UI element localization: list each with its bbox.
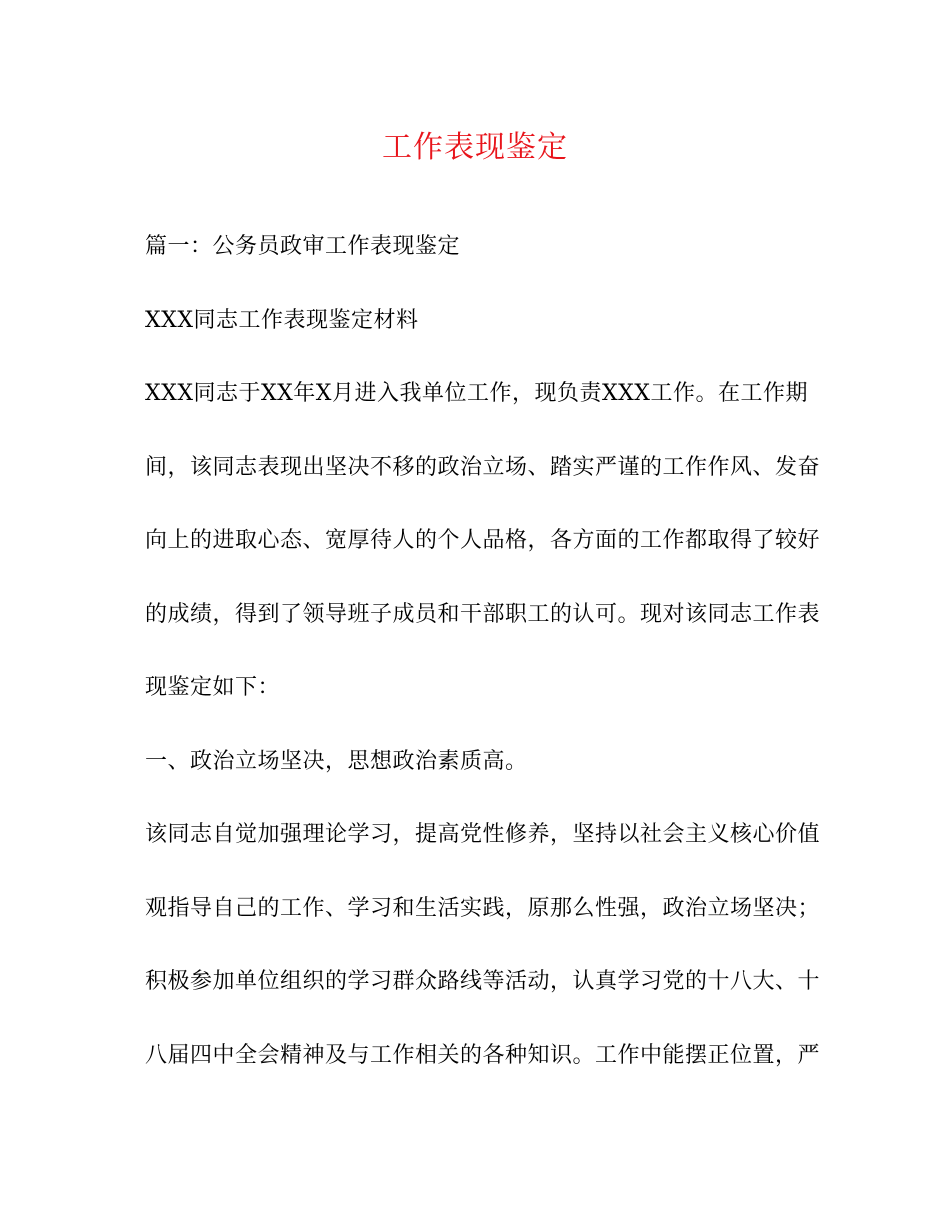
body-line: 篇一：公务员政审工作表现鉴定 [145, 234, 461, 259]
body-line: 向上的进取心态、宽厚待人的个人品格，各方面的工作都取得了较好 [145, 528, 821, 553]
body-line: 现鉴定如下： [145, 675, 281, 700]
body-line: 八届四中全会精神及与工作相关的各种知识。工作中能摆正位置，严 [145, 1042, 821, 1068]
document-body [145, 210, 821, 1092]
section-heading: 一、政治立场坚决，思想政治素质高。 [145, 748, 528, 774]
document-title: 工作表现鉴定 [382, 130, 568, 165]
body-line: 观指导自己的工作、学习和生活实践，原那么性强，政治立场坚决； [145, 895, 821, 921]
body-line: 该同志自觉加强理论学习，提高党性修养，坚持以社会主义核心价值 [145, 822, 821, 847]
body-line: XXX同志工作表现鉴定材料 [145, 307, 419, 333]
body-line: XXX同志于XX年X月进入我单位工作，现负责XXX工作。在工作期 [145, 381, 808, 406]
body-line: 间，该同志表现出坚决不移的政治立场、踏实严谨的工作作风、发奋 [145, 454, 821, 480]
body-line: 积极参加单位组织的学习群众路线等活动，认真学习党的十八大、十 [145, 969, 821, 994]
body-line: 的成绩，得到了领导班子成员和干部职工的认可。现对该同志工作表 [145, 601, 821, 627]
